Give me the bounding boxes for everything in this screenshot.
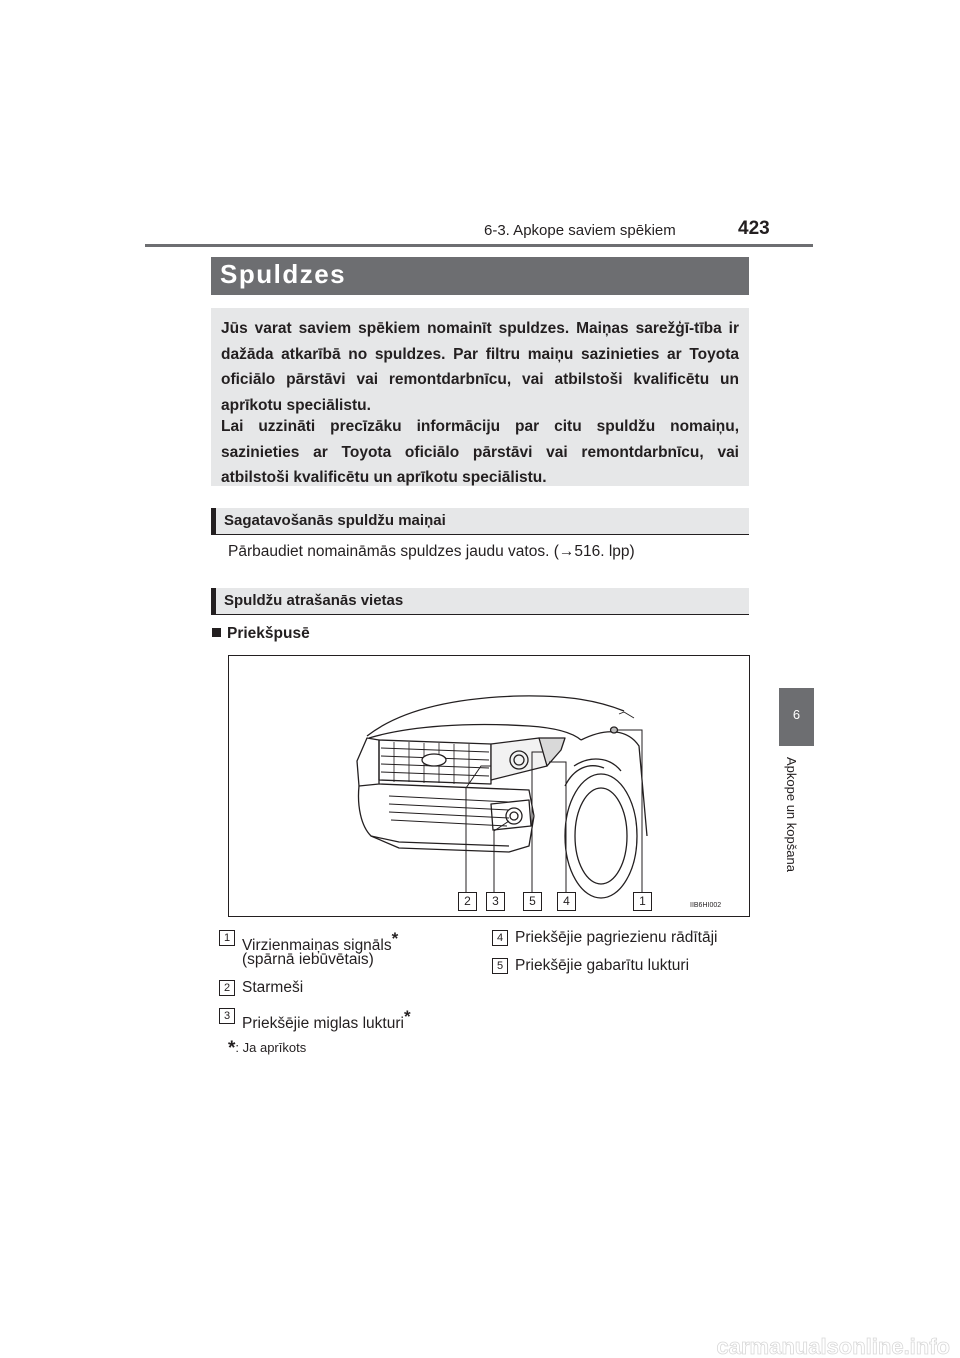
page-title: Spuldzes bbox=[220, 259, 347, 289]
section-heading-locations bbox=[211, 588, 749, 615]
watermark-text: carmanualsonline.info bbox=[716, 1335, 950, 1358]
vehicle-front-illustration bbox=[228, 655, 750, 917]
page-number: 423 bbox=[738, 218, 770, 239]
subheading-front: Priekšpusē bbox=[212, 625, 310, 643]
chapter-label: Apkope un kopšana bbox=[784, 757, 799, 872]
square-bullet-icon bbox=[212, 628, 221, 637]
legend-number-5: 5 bbox=[492, 958, 508, 974]
intro-paragraph-2: Lai uzzināti precīzāku informāciju par citu spuldžu nomaiņu, sazinieties ar Toyota oficiālo pārstāvi vai remontdarbnīcu, vai atbilstoši kvalificētu un aprīkotu speciālistu. bbox=[221, 418, 739, 486]
section-breadcrumb: 6-3. Apkope saviem spēkiem bbox=[484, 222, 676, 239]
car-front-drawing bbox=[229, 656, 749, 916]
asterisk-mark: * bbox=[391, 929, 399, 948]
callout-4: 4 bbox=[557, 892, 576, 911]
legend-number-3: 3 bbox=[219, 1008, 235, 1024]
legend-number-1: 1 bbox=[219, 930, 235, 946]
watermark bbox=[0, 1335, 960, 1358]
callout-5: 5 bbox=[523, 892, 542, 911]
prep-text: Pārbaudiet nomaināmās spuldzes jaudu vatos. (→516. lpp) bbox=[228, 543, 635, 560]
callout-1: 1 bbox=[633, 892, 652, 911]
heading-stripe bbox=[211, 588, 216, 614]
section-heading-prep-label: Sagatavošanās spuldžu maiņai bbox=[224, 512, 446, 529]
chapter-number: 6 bbox=[792, 707, 801, 722]
arrow-icon: → bbox=[558, 543, 575, 560]
section-heading-prep bbox=[211, 508, 749, 535]
footnote-asterisk: * bbox=[228, 1038, 236, 1059]
heading-stripe bbox=[211, 508, 216, 534]
header-divider bbox=[145, 244, 813, 247]
legend-number-2: 2 bbox=[219, 980, 235, 996]
callout-2: 2 bbox=[458, 892, 477, 911]
legend-number-4: 4 bbox=[492, 930, 508, 946]
intro-paragraph-1: Jūs varat saviem spēkiem nomainīt spuldzes. Maiņas sarežģī-tība ir dažāda atkarībā no spuldzes. Par filtru maiņu sazinieties ar Toyota oficiālo pārstāvi vai remontdarbnīcu, vai atbilstoši kvalificētu un aprīkotu speciālistu. bbox=[221, 320, 739, 414]
footnote: *: Ja aprīkots bbox=[228, 1038, 307, 1059]
legend-item-1-sub: (spārnā iebūvētais) bbox=[242, 951, 374, 968]
figure-id: IIB6HI002 bbox=[690, 902, 722, 909]
section-heading-locations-label: Spuldžu atrašanās vietas bbox=[224, 592, 404, 609]
page-reference-link[interactable]: 516. lpp) bbox=[574, 543, 635, 560]
callout-3: 3 bbox=[486, 892, 505, 911]
asterisk-mark: * bbox=[403, 1007, 411, 1026]
